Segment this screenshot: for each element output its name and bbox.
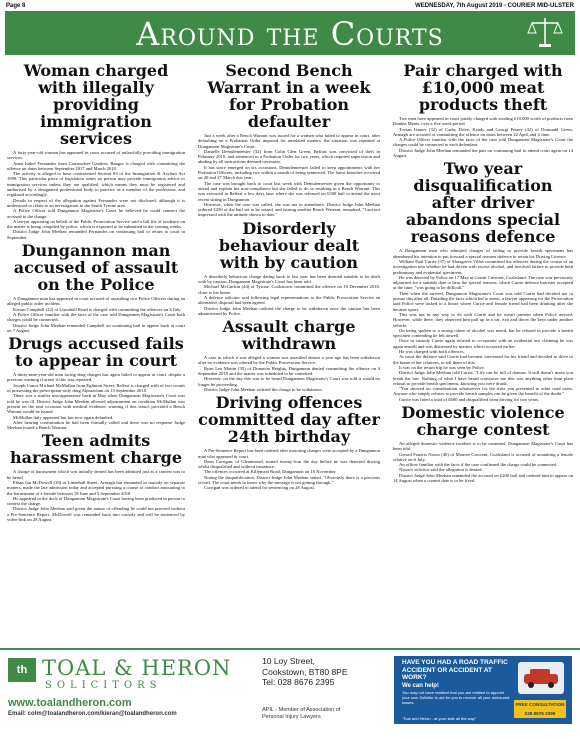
article-paragraph: A thirty-nine-year-old man facing drug charges has again failed to appear at court, despite a previous warning if arrest if this was repeated. <box>7 372 185 383</box>
article-headline: Domestic violence charge contest <box>401 402 565 439</box>
article-paragraph: Ryan Lee Martin (35) of Dunavon Heights, Dungannon denied committing the offence on 4 September 2018 and the matter was scheduled to be contested. <box>198 365 380 377</box>
article-paragraph: McMullan duly appeared but has now again defaulted. <box>13 414 114 420</box>
article-paragraph: This was not in any way to do with Currie and he wasn't present when Police arrived. However, while there, they observed him pull up in a car, exit and throw the keys under another vehicle. <box>393 311 573 328</box>
advert-headline: HAVE YOU HAD A ROAD TRAFFIC ACCIDENT OR ACCIDENT AT WORK? <box>402 659 508 681</box>
article-paragraph: A Pre-Sentence Report has been ordered after motoring charges were accepted by a Dungannon man who appeared in court. <box>198 448 380 459</box>
article-domestic-violence <box>393 404 573 483</box>
article-headline: Drugs accused fails to appear in court <box>8 334 184 371</box>
article-paragraph: A forty-year-old woman has appeared in court accused of unlawfully providing immigration services. <box>7 150 185 161</box>
article-headline: Two year disqualification after driver abandons special reasons defence <box>405 159 561 247</box>
article-paragraph: A Police Officer familiar with the facts of the case told Dungannon Magistrate's Court both charges could be connected. <box>7 311 185 323</box>
article-paragraph: The activity is alleged to have contravened Section 84 of the Immigration & Asylum Act 1999. This particular piece of legislation states no person may provide immigration advice or immigration services unless they are qualified, which means they must be registered and authorised by a designated professional body to practice as a member of the profession, and regulated accordingly. <box>7 171 185 198</box>
firm-logo: th <box>8 658 36 682</box>
apil-membership <box>262 707 340 721</box>
article-paragraph: A disorderly behaviour charge dating back to last year has been deemed suitable to be dealt with by caution, Dungannon Magistrate's Court has been told. <box>198 273 380 285</box>
article-headline: Pair charged with £10,000 meat products theft <box>403 61 563 114</box>
article-paragraph: An alleged domestic violence incident is to be contested, Dungannon Magistrate's Court has been told. <box>393 440 573 452</box>
article-paragraph: Currie was fined a total of £600 and disqualified from driving for two years. <box>399 396 540 402</box>
address-line: Cookstown, BT80 8PE <box>262 666 348 677</box>
article-meat-theft <box>393 62 573 158</box>
article-paragraph: District Judge John Meehan ordered the charge to be withdrawn once the caution has been administered by Police. <box>198 305 380 316</box>
column-1 <box>7 60 185 522</box>
article-drugs-accused <box>7 335 185 430</box>
article-paragraph: A Police Officer familiar with the facts of the case told Dungannon Magistrate's Court the charges could be connected to each defendant. <box>393 137 573 148</box>
firm-email-link[interactable]: Email: colm@toalandheron.com/kieran@toalandheron.com <box>8 711 177 717</box>
article-paragraph: On being spoken to a strong odour of alcohol was noted, but he refused to provide a breath specimen contending he felt unwell. <box>393 327 573 339</box>
scales-of-justice-icon <box>527 15 563 49</box>
article-disqualification <box>393 160 573 402</box>
article-paragraph: District Judge John Meehan told Currie, "Life can be full of dramas. It still doesn't mean you break the law. Nothing of what I have heard convinces me this was anything other than plain refusal to provide breath specimens, knowing you were drunk. <box>393 370 573 386</box>
article-paragraph: Michael McGuckin (44) of Tyrone, Cookstown committed the offence on 16 December 2018, close to his home. <box>198 284 380 295</box>
address-line: 10 Loy Street, <box>262 656 315 666</box>
article-paragraph: Just a week after a Bench Warrant was issued for a woman who failed to appear in court, after defaulting on a Probation Order imposed for unrelated matters, the situation was repeated at Dungannon Magistrate's Court. <box>198 133 380 149</box>
article-paragraph: Details in respect of the allegation against Fernandes were not disclosed, although it is understood to relate to an investigation in the South Tyrone area. <box>7 197 185 208</box>
article-paragraph: Anna Isabel Fernandes from Carrowdore Gardens, Bangor is charged with committing the offence on dates between September 2017 and March 2018. <box>7 160 185 171</box>
article-paragraph: District Judge John Meehan remanded the pair on continuing bail to attend court again on 14 August. <box>393 147 573 159</box>
article-paragraph: District Judge John Meehan remanded the accused on £200 bail and ordered him to appear on 14 August when a contest date is to be fixed. <box>393 472 573 484</box>
article-paragraph: Noting the disqualification, District Judge John Meehan stated, "Obviously there is a previous record. The court needs to know why the message is not getting through." <box>198 474 380 485</box>
article-paragraph: Dean Corrigan, of Gleanmoud, turned twenty-four the day before he was detected driving whilst disqualified and without insurance. <box>198 458 380 470</box>
article-headline: Dungannon man accused of assault on the Police <box>13 241 179 295</box>
article-paragraph: A charge of harassment which was initially denied has been admitted just as a contest was to be heard. <box>7 469 185 480</box>
section-banner <box>5 11 575 55</box>
advert-help: We can help! <box>402 683 439 689</box>
article-paragraph: Kieran Campbell (22) of Lisnahull Road is charged with committing the offences on 4 July. <box>13 306 182 312</box>
article-paragraph: "You showed no consideration whatsoever for the risks you presented to other road users. Anyone who simply refuses to provide breath samples can be given the benefit of the doubt." <box>393 386 573 397</box>
article-headline: Driving offences committed day after 24th birthday <box>198 393 380 447</box>
article-paragraph: It was on the return trip he was seen by Police. <box>399 364 485 370</box>
section-title: Around the Courts <box>136 15 444 53</box>
accident-advert <box>394 656 572 724</box>
article-paragraph: A case in which it was alleged a woman was assaulted almost a year ago has been withdrawn after no evidence was offered by the Public Prosecution Service. <box>198 355 380 366</box>
free-consultation-badge: FREE CONSULTATION 028 8676 2395 <box>515 702 565 716</box>
page-header <box>0 0 580 11</box>
advert-tagline: "Toal and Heron - at your side all the way" <box>402 716 477 721</box>
article-headline: Woman charged with illegally providing immigration services <box>23 61 169 148</box>
article-paragraph: He was charged with both offences. <box>399 349 465 355</box>
article-immigration <box>7 62 185 240</box>
article-dungannon-assault <box>7 242 185 333</box>
firm-website-link[interactable]: www.toalandheron.com <box>8 697 132 709</box>
article-paragraph: District Judge John Meehan said given the nature of offending he could not proceed without a Pre-Sentence Report. McDowell was remanded back into custody and will be sentenced by video-link on 28 August. <box>7 506 185 523</box>
article-paragraph: Nixon's solicitor said the allegation is denied. <box>399 467 483 473</box>
article-paragraph: However, on the day this was to be heard Dungannon Magistrate's Court was told it would no longer be proceeding. <box>198 376 380 387</box>
firm-name: TOAL & HERON <box>42 656 232 680</box>
article-paragraph: Corrigan was ordered to attend for sentencing on 28 August. <box>204 485 315 491</box>
article-paragraph: An officer familiar with the facts if the case confirmed the charge could be connected. <box>399 462 558 468</box>
article-paragraph: A Police Officer told Dungannon Magistrate's Court he believed he could connect the accused to the charge. <box>7 208 185 219</box>
article-headline: Teen admits harassment charge <box>9 431 183 468</box>
column-3 <box>393 60 573 483</box>
article-paragraph: However, when the case was called, she was not in attendance. District Judge John Meehan ordered £250 of the bail set to be seized, and issuing another Bench Warrant, remarked, "I am not impressed with the attitude shown to date." <box>198 201 380 218</box>
article-paragraph: District Judge John Meehan remanded Campbell on continuing bail to appear back at court on 7 August. <box>7 322 185 333</box>
article-paragraph: Once in custody Currie again refused to co-operate with an evidential test claiming he was again unwell and was distressed by matters which occurred earlier. <box>393 338 573 349</box>
article-paragraph: Danielle Demulemeester (32) from Colin Glen Green, Belfast was convicted of theft in February 2018, and sentenced to a Probation Order for two years, which required supervision and abiding by all instructions deemed necessary. <box>198 148 380 165</box>
article-paragraph: At court the defence said Currie had become concerned for his friend and decided to drive to the home of her relatives, to tell them of this. <box>393 354 573 365</box>
article-paragraph: It has since emerged on six occasions, Demulemeester failed to keep appointments with her Probation Officers, including two within a month of being sentenced. The latest breaches occurred on 20 and 27 March this year. <box>198 164 380 181</box>
article-paragraph: Two men have appeared in court jointly charged with stealing £10,000 worth of products from Dunbia Meats, over a five week period. <box>393 116 573 127</box>
car-accident-icon <box>518 662 564 694</box>
article-teen-harassment <box>7 432 185 522</box>
firm-subtitle: SOLICITORS <box>45 680 162 691</box>
article-paragraph: He appeared in the dock of Dungannon Magistrate's Court having been produced in person to contest the charge. <box>7 495 185 507</box>
article-paragraph: District Judge John Meehan remanded Fernandes on continuing bail to return to court in September. <box>7 229 185 240</box>
firm-address <box>262 656 348 688</box>
article-paragraph: The offences occurred at Killymeal Road, Dungannon on 16 November. <box>204 469 337 475</box>
phone-number: Tel: 028 8676 2395 <box>262 677 335 687</box>
article-paragraph: District Judge John Meehan ordered the charge to be withdrawn. <box>204 386 323 392</box>
article-paragraph: A defence solicitor said following legal representations to the Public Prosecution Service an alternative disposal had been agreed. <box>198 294 380 306</box>
article-driving-offences <box>198 394 380 490</box>
page-number: Page 8 <box>6 3 26 9</box>
footer-advert <box>0 648 580 739</box>
article-paragraph: A Dungannon man who admitted charges of failing to provide breath specimens has abandoned his intention to put forward a special reasons defence to retain his Driving Licence. <box>393 248 573 259</box>
article-paragraph: Joseph Conor Michael McMullan from Eglinton Street, Belfast is charged with of two counts of possessing the prescription-only drug Alprazolam on 13 September 2018. <box>7 382 185 394</box>
article-paragraph: Ethan Ian McDowell (18) of Linenhall Street, Armagh but remanded in custody on separate matters, made the late admission today and accepted pursuing a course of conduct amounting to the harassment of a female between 19 June and 3 September 2018. <box>7 479 185 496</box>
article-bench-warrant <box>198 62 380 218</box>
apil-line: APIL - Member of Association of <box>262 707 341 713</box>
article-paragraph: After hearing confirmation he had been formally called and there was no response Judge Meehan issued a Bench Warrant. <box>7 419 185 431</box>
article-headline: Second Bench Warrant in a week for Probation defaulter <box>207 61 371 131</box>
article-headline: Disorderly behaviour dealt with by caution <box>218 218 360 272</box>
article-paragraph: A lawyer appearing on behalf of the Public Prosecution Service said a full file of evidence on the matter is being compiled by police, which is expected to be submitted in the coming weeks. <box>7 218 185 230</box>
article-paragraph: The case was brought back to court last week with Demulemeester given the opportunity to attend and explain her non-compliance but she failed to do so resulting in a Bench Warrant. This was executed in Belfast a few days later where she was released on £500 bail to attend the most recent sitting in Dungannon. <box>198 180 380 202</box>
article-paragraph: Then when the arrived, Dungannon Magistrate's Court was told Currie had decided not to pursue this after all. Detailing the facts which led to arrest, a lawyer appearing for the Prosecution said Police were tasked to a house where Currie and female friend had been drinking after she became upset. <box>393 290 573 312</box>
advert-body: You may not have realised that you are entitled to appoint your own Solicitor to act for you to recover all your uninsured losses. <box>402 690 510 705</box>
article-paragraph: Gerard Francis Nixon (40) of Monree Crescent, Coalisland is accused of assaulting a female relative on 6 July. <box>393 451 573 462</box>
article-paragraph: He was detected by Police on 17 May at Gortin Crescent, Coalisland. The case was previously adjourned for a suitable date to hear the special reasons, which Currie defence barrister accepted at the time, "was going to be difficult." <box>393 274 573 291</box>
article-assault-withdrawn <box>198 318 380 392</box>
article-paragraph: There was a similar non-appearance back in May when Dungannon Magistrate's Court was told he was ill. District Judge John Meehan allowed adjournment on condition McMullan was present on the next occasion with medical evidence, warning if this wasn't provided a Bench Warrant would be issued. <box>7 393 185 415</box>
article-disorderly <box>198 220 380 316</box>
article-headline: Assault charge withdrawn <box>222 317 356 354</box>
apil-line: Personal Injury Lawyers <box>262 714 321 720</box>
column-2 <box>198 60 380 491</box>
article-paragraph: Tovtan Ivanov (32) of Carby Drive, Keady and Georgi Petaev (42) of Drumadd Green, Armagh are accused of committing the offence on dates between 22 April and 4 June. <box>393 126 573 137</box>
article-paragraph: William Paul Currie (37) of Slatagrove Villas committed the offences during the course of an investigation into whether he had driven with excess alcohol, and involved failure to provide both preliminary and evidential specimens. <box>393 258 573 275</box>
edition-line: WEDNESDAY, 7th August 2019 - COURIER MID-ULSTER <box>415 3 574 9</box>
article-paragraph: A Dungannon man has appeared in court accused of assaulting two Police Officers during an alleged public order incident. <box>7 296 185 307</box>
